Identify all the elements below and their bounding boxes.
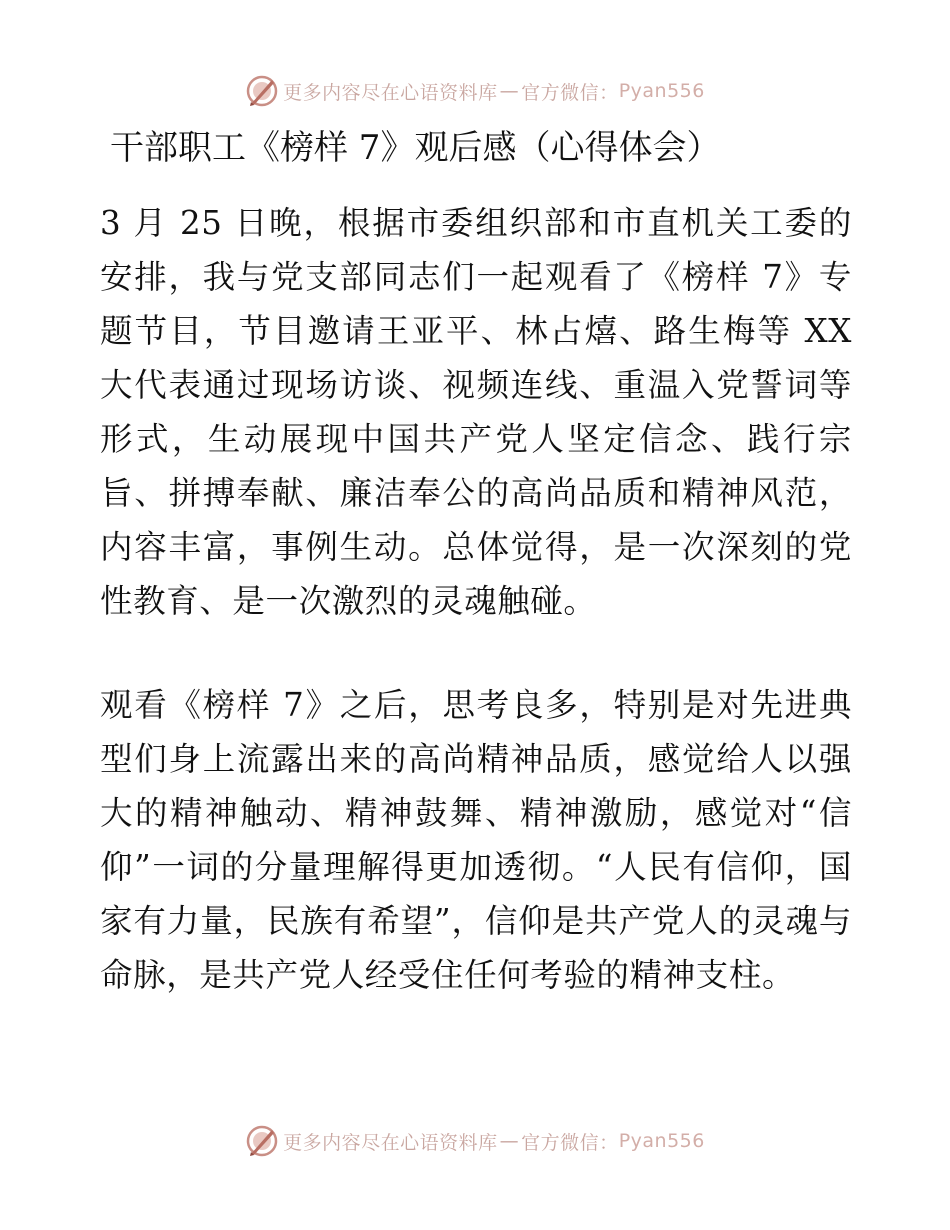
quill-seal-icon	[245, 74, 279, 108]
watermark-label: 官方微信：	[521, 81, 619, 104]
quill-seal-icon	[245, 1124, 279, 1158]
document-title: 干部职工《榜样 7》观后感（心得体会）	[110, 128, 721, 168]
watermark-dash: —	[499, 80, 520, 102]
watermark-text: 更多内容尽在心语资料库	[283, 81, 498, 104]
watermark-text: 更多内容尽在心语资料库	[283, 1131, 498, 1154]
watermark-label: 官方微信：	[521, 1131, 619, 1154]
paragraph-2: 观看《榜样 7》之后，思考良多，特别是对先进典型们身上流露出来的高尚精神品质，感觉给人以强大的精神触动、精神鼓舞、精神激励，感觉对“信仰”一词的分量理解得更加透彻。“人民有信仰，国家有力量，民族有希望”，信仰是共产党人的灵魂与命脉，是共产党人经受住任何考验的精神支柱。	[100, 686, 852, 994]
watermark-account: Pyan556	[618, 80, 705, 102]
footer-watermark	[0, 1124, 950, 1158]
watermark-dash: —	[499, 1130, 520, 1152]
header-watermark	[0, 74, 950, 108]
paragraph-1: 3 月 25 日晚，根据市委组织部和市直机关工委的安排，我与党支部同志们一起观看了《榜样 7》专题节目，节目邀请王亚平、林占熺、路生梅等 XX 大代表通过现场访谈、视频连线、重温入党誓词等形式，生动展现中国共产党人坚定信念、践行宗旨、拼搏奉献、廉洁奉公的高尚品质和精神风范，内容丰富，事例生动。总体觉得，是一次深刻的党性教育、是一次激烈的灵魂触碰。	[100, 204, 852, 620]
watermark-account: Pyan556	[618, 1130, 705, 1152]
